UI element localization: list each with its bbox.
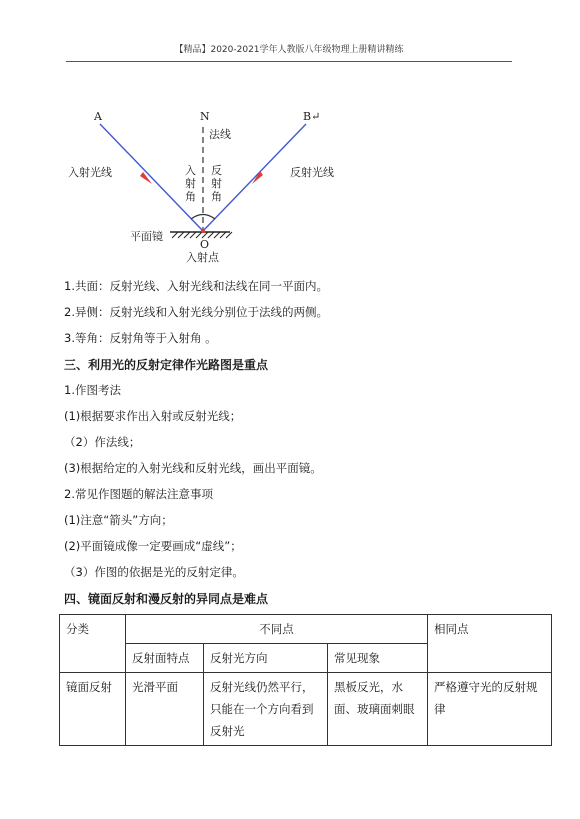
incident-point-label: 入射点 [186, 251, 219, 264]
normal-label: 法线 [209, 128, 231, 141]
label-n: N [200, 110, 210, 123]
section-heading-4: 四、镜面反射和漫反射的异同点是难点 [64, 592, 269, 606]
text-line: (2)平面镜成像一定要画成“虚线”； [64, 539, 242, 553]
rule-opposite-sides: 2.异侧：反射光线和入射光线分别位于法线的两侧。 [64, 305, 328, 319]
text-line: (1)根据要求作出入射或反射光线； [64, 409, 242, 423]
label-b: B↵ [303, 110, 321, 123]
reflect-angle-char: 射 [211, 177, 222, 190]
comparison-table [59, 614, 552, 746]
table-row [60, 673, 552, 746]
reflected-ray-label: 反射光线 [290, 166, 334, 179]
incident-angle-char: 射 [185, 177, 196, 190]
rule-equal-angles: 3.等角：反射角等于入射角 。 [64, 331, 217, 345]
text-line: 2.常见作图题的解法注意事项 [64, 487, 213, 501]
text-line: (3)根据给定的入射光线和反射光线，画出平面镜。 [64, 461, 322, 475]
incident-ray-label: 入射光线 [68, 166, 112, 179]
reflect-angle-char: 角 [211, 190, 222, 203]
table-cell: 镜面反射 [60, 673, 126, 746]
header-cell: 相同点 [428, 615, 552, 673]
label-a: A [94, 110, 102, 123]
text-line: （3）作图的依据是光的反射定律。 [64, 565, 244, 579]
incident-angle-char: 入 [185, 164, 196, 177]
table-cell: 严格遵守光的反射规律 [428, 673, 552, 746]
table-cell: 光滑平面 [126, 673, 204, 746]
rule-coplanar: 1.共面：反射光线、入射光线和法线在同一平面内。 [64, 279, 328, 293]
header-cell: 常见现象 [328, 644, 428, 673]
header-cell: 反射面特点 [126, 644, 204, 673]
header-cell: 分类 [60, 615, 126, 673]
text-line: 1.作图考法 [64, 383, 121, 397]
reflect-angle-char: 反 [211, 164, 222, 177]
reflection-diagram [60, 100, 360, 270]
label-o: O [200, 238, 210, 251]
section-heading-3: 三、利用光的反射定律作光路图是重点 [64, 358, 269, 372]
text-line: （2）作法线； [64, 435, 141, 449]
header-cell: 反射光方向 [204, 644, 328, 673]
table-header-row [60, 615, 552, 644]
header-cell: 不同点 [126, 615, 428, 644]
incident-angle-char: 角 [185, 190, 196, 203]
page-header: 【精品】2020-2021学年人教版八年级物理上册精讲精练 [66, 42, 512, 62]
text-line: (1)注意“箭头”方向； [64, 513, 173, 527]
incident-arrow [140, 172, 152, 184]
table-cell: 反射光线仍然平行，只能在一个方向看到反射光 [204, 673, 328, 746]
table-cell: 黑板反光，水面、玻璃面刺眼 [328, 673, 428, 746]
mirror-label: 平面镜 [130, 230, 163, 243]
